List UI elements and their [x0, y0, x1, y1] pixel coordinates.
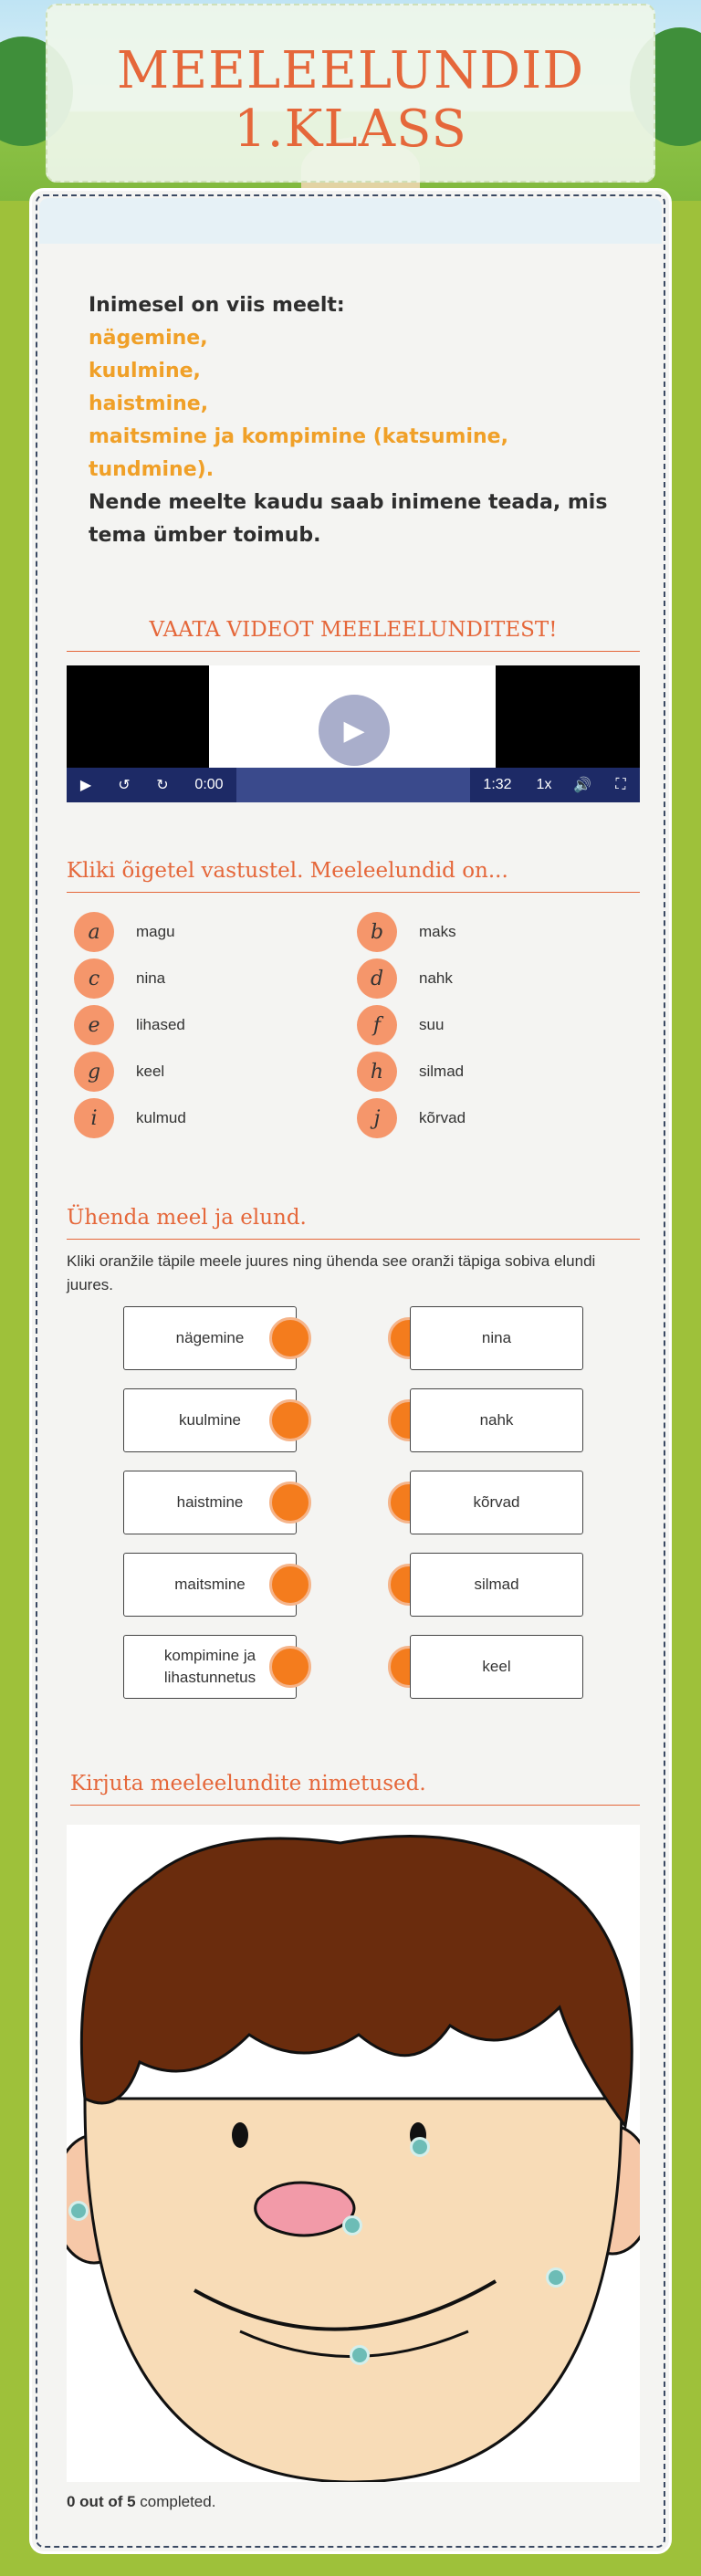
speed-button[interactable]: 1x — [536, 777, 552, 792]
quiz-option[interactable] — [74, 1052, 164, 1092]
match-left-dot[interactable] — [269, 1482, 311, 1524]
sense-item: maitsmine ja kompimine (katsumine, tundmine). — [89, 425, 508, 481]
option-letter: d — [357, 958, 397, 999]
sense-item: nägemine, — [89, 327, 208, 350]
labeling-title: Kirjuta meeleelundite nimetused. — [70, 1772, 640, 1806]
option-letter: a — [74, 912, 114, 952]
title-line-1: MEELEELUNDID — [116, 41, 585, 100]
face-illustration — [67, 1825, 640, 2482]
quiz-option[interactable] — [74, 1005, 185, 1045]
match-left-box: maitsmine — [123, 1553, 297, 1617]
quiz-title: Kliki õigetel vastustel. Meeleelundid on... — [67, 859, 640, 893]
match-left-box: kuulmine — [123, 1388, 297, 1452]
option-letter: g — [74, 1052, 114, 1092]
quiz-option[interactable] — [357, 1052, 464, 1092]
sense-item: haistmine, — [89, 393, 209, 415]
progress-text — [67, 2493, 215, 2511]
rewind-10-icon[interactable]: ↺ — [118, 778, 131, 793]
hotspot-eye[interactable] — [410, 2137, 430, 2157]
option-text: nahk — [419, 969, 453, 987]
face-image — [67, 1825, 640, 2482]
option-letter: f — [357, 1005, 397, 1045]
hotspot-ear[interactable] — [68, 2201, 89, 2221]
hotspot-skin[interactable] — [546, 2267, 566, 2288]
option-text: magu — [136, 923, 175, 940]
option-text: suu — [419, 1016, 445, 1033]
main-card — [29, 188, 672, 2554]
match-right-box: nina — [410, 1306, 583, 1370]
match-left-dot[interactable] — [269, 1317, 311, 1359]
match-right-box: kõrvad — [410, 1471, 583, 1534]
option-text: nina — [136, 969, 166, 987]
quiz-option[interactable] — [357, 912, 456, 952]
match-left-dot[interactable] — [269, 1564, 311, 1606]
intro-line: Inimesel on viis meelt: — [89, 294, 345, 317]
quiz-option[interactable] — [74, 1098, 186, 1138]
option-letter: i — [74, 1098, 114, 1138]
option-text: lihased — [136, 1016, 185, 1033]
title-line-2: 1.KLASS — [234, 99, 467, 159]
quiz-option[interactable] — [357, 1005, 444, 1045]
matching-instructions: Kliki oranžile täpile meele juures ning ühenda see oranži täpiga sobiva elundi juures. — [67, 1252, 596, 1293]
duration: 1:32 — [483, 777, 512, 792]
video-controls — [67, 768, 640, 802]
play-icon[interactable]: ▶ — [79, 778, 92, 793]
option-text: silmad — [419, 1063, 465, 1080]
option-text: keel — [136, 1063, 165, 1080]
video-player[interactable] — [67, 665, 640, 802]
card-header-band — [39, 198, 662, 244]
option-letter: e — [74, 1005, 114, 1045]
match-left-dot[interactable] — [269, 1399, 311, 1441]
quiz-option[interactable] — [357, 958, 453, 999]
match-left-box: nägemine — [123, 1306, 297, 1370]
match-left-dot[interactable] — [269, 1646, 311, 1688]
match-right-box: keel — [410, 1635, 583, 1699]
quiz-option[interactable] — [74, 912, 175, 952]
option-text: kõrvad — [419, 1109, 466, 1126]
fullscreen-icon[interactable]: ⛶ — [615, 777, 626, 792]
match-left-box: kompimine ja lihastunnetus — [123, 1635, 297, 1699]
title-card — [46, 4, 655, 183]
matching-title: Ühenda meel ja elund. — [67, 1206, 640, 1240]
option-letter: h — [357, 1052, 397, 1092]
intro-text — [89, 289, 636, 552]
video-title: VAATA VIDEOT MEELEELUNDITEST! — [67, 618, 640, 652]
big-play-icon[interactable]: ▶ — [319, 695, 390, 766]
option-text: kulmud — [136, 1109, 186, 1126]
match-left-box: haistmine — [123, 1471, 297, 1534]
option-text: maks — [419, 923, 456, 940]
sense-item: kuulmine, — [89, 360, 201, 382]
progress-track[interactable] — [236, 768, 470, 802]
intro-conclusion: Nende meelte kaudu saab inimene teada, mis tema ümber toimub. — [89, 491, 608, 547]
volume-icon[interactable]: 🔊 — [573, 778, 591, 793]
quiz-option[interactable] — [74, 958, 165, 999]
match-right-box: nahk — [410, 1388, 583, 1452]
progress-suffix: completed. — [135, 2493, 216, 2510]
hotspot-mouth[interactable] — [350, 2345, 370, 2365]
option-letter: b — [357, 912, 397, 952]
match-right-box: silmad — [410, 1553, 583, 1617]
progress-count: 0 out of 5 — [67, 2493, 136, 2510]
forward-10-icon[interactable]: ↻ — [156, 778, 169, 793]
quiz-option[interactable] — [357, 1098, 466, 1138]
option-letter: c — [74, 958, 114, 999]
hotspot-nose[interactable] — [342, 2215, 362, 2236]
option-letter: j — [357, 1098, 397, 1138]
current-time: 0:00 — [194, 777, 224, 792]
page-title — [47, 42, 654, 159]
